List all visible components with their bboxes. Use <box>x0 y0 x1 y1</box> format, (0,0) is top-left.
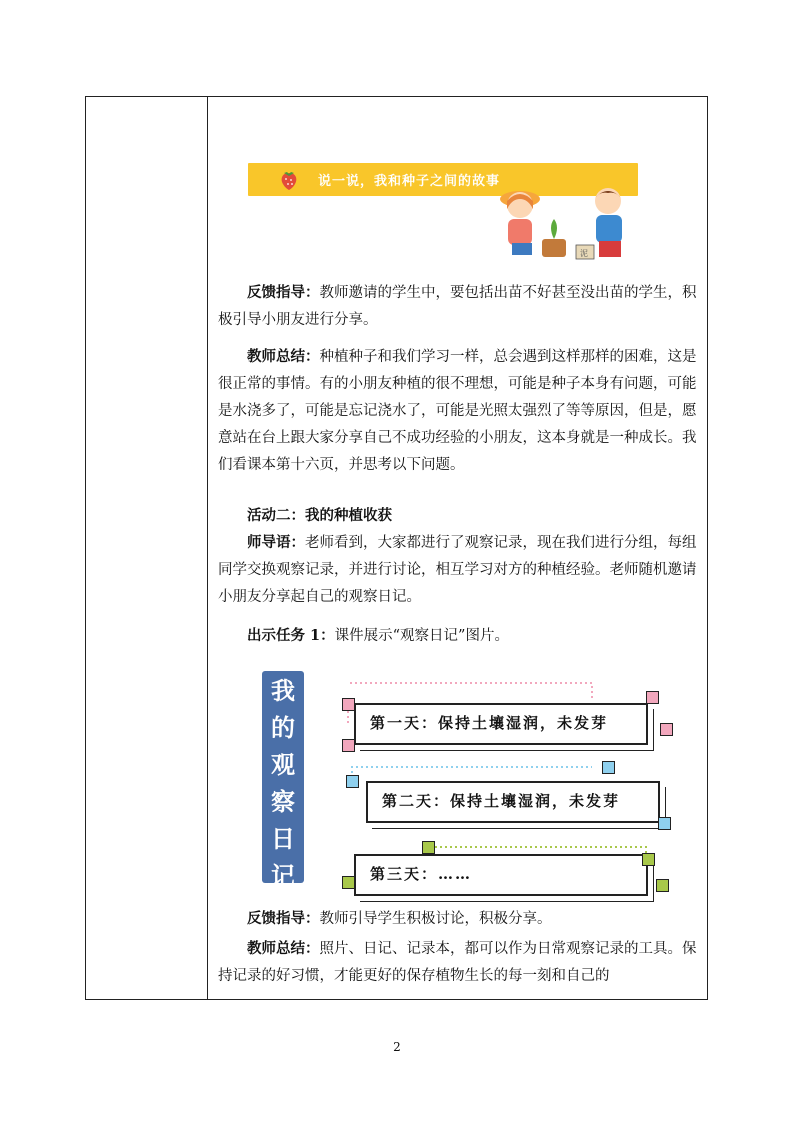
lesson-table <box>85 96 708 1000</box>
blue-square <box>658 817 671 830</box>
page-number: 2 <box>393 1040 401 1054</box>
task-one-paragraph: 出示任务 1：课件展示“观察日记”图片。 <box>247 627 509 644</box>
blue-square <box>602 761 615 774</box>
feedback-paragraph-2: 反馈指导：教师引导学生积极讨论，积极分享。 <box>247 910 552 927</box>
diary-entry-day-1: 第一天：保持土壤湿润，未发芽 <box>354 703 648 745</box>
content-cell <box>218 97 699 999</box>
activity-two-heading: 活动二：我的种植收获 <box>247 507 392 524</box>
diary-entry-day-2: 第二天：保持土壤湿润，未发芽 <box>366 781 660 823</box>
pink-square <box>660 723 673 736</box>
green-square <box>342 876 355 889</box>
teacher-summary-paragraph-2: 教师总结：照片、日记、记录本，都可以作为日常观察记录的工具。保持记录的好习惯，才能更好的保存植物生长的每一刻和自己的 <box>218 940 697 984</box>
green-square <box>422 841 435 854</box>
teacher-summary-paragraph-1: 教师总结：种植种子和我们学习一样，总会遇到这样那样的困难，这是很正常的事情。有的小朋友种植的很不理想，可能是种子本身有问题，可能是水浇多了，可能是忘记浇水了，可能是光照太强烈了等等原因，但是，愿意站在台上跟大家分享自己不成功经验的小朋友，这本身就是一种成长。我们看课本第十六页，并思考以下问题。 <box>218 348 697 473</box>
green-square <box>656 879 669 892</box>
pink-square <box>646 691 659 704</box>
diary-entry-day-3: 第三天：…… <box>354 854 648 896</box>
observation-diary-graphic <box>262 671 682 891</box>
teacher-intro-paragraph: 师导语：老师看到，大家都进行了观察记录，现在我们进行分组，每组同学交换观察记录，并进行讨论，相互学习对方的种植经验。老师随机邀请小朋友分享起自己的观察日记。 <box>218 534 697 605</box>
feedback-paragraph-1: 反馈指导：教师邀请的学生中，要包括出苗不好甚至没出苗的学生，积极引导小朋友进行分享。 <box>218 284 697 328</box>
pink-square <box>342 698 355 711</box>
green-square <box>642 853 655 866</box>
blue-square <box>346 775 359 788</box>
column-divider <box>207 97 208 999</box>
kids-planting-illustration <box>498 179 643 274</box>
soil-sign-text: 泥 <box>580 249 588 258</box>
pink-square <box>342 739 355 752</box>
diary-title-column: 我 的 观 察 日 记 <box>262 671 304 883</box>
banner-title: 说一说，我和种子之间的故事 <box>318 174 501 189</box>
strawberry-icon <box>278 169 300 191</box>
